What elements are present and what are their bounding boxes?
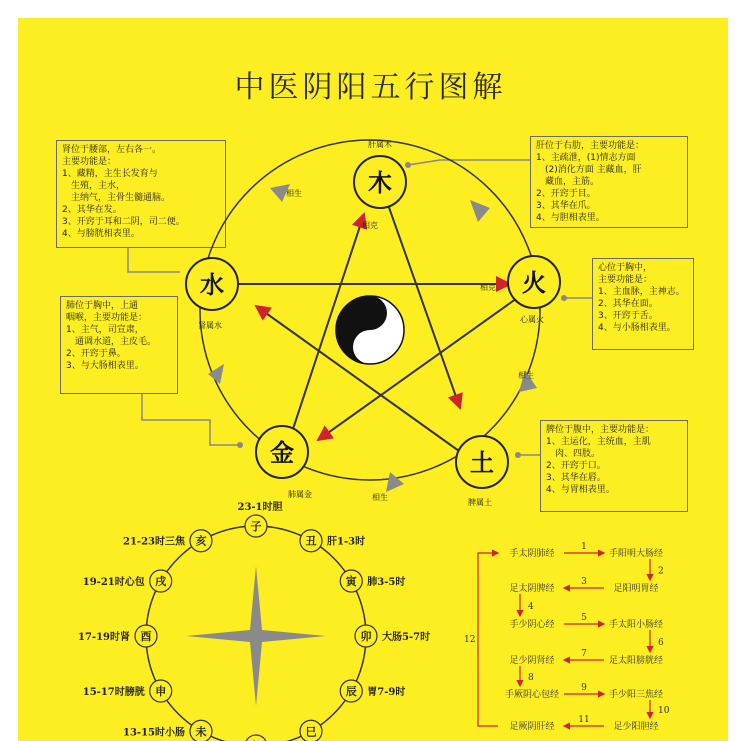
branch-char: 子	[250, 520, 262, 533]
meridian-left: 手少阴心经	[509, 620, 555, 630]
element-water	[186, 258, 238, 330]
spleen-info-line: 肉、四肢。	[546, 449, 601, 459]
lung-info-line: 咽喉，主要功能是：	[66, 313, 148, 323]
flow-number: 6	[658, 638, 664, 648]
meridian-right: 手少阳三焦经	[608, 690, 664, 700]
branch-char: 亥	[195, 534, 207, 548]
heart-info-line: 3、开窍于舌。	[598, 311, 658, 321]
flow-number: 9	[581, 683, 587, 693]
lung-info-line: 2、开窍于鼻。	[66, 349, 126, 359]
meridian-right: 足少阳胆经	[613, 722, 659, 732]
heart-connector-dot	[561, 295, 567, 301]
lung-info-line: 1、主气，司宣肃，	[66, 325, 144, 335]
meridian-right: 手太阳小肠经	[608, 620, 664, 630]
spleen-info-line: 3、其华在唇。	[546, 473, 606, 483]
metal-label: 肺属金	[288, 490, 312, 499]
liver-info-line: 藏血，主筋。	[536, 177, 600, 187]
meridian-right: 手阳明大肠经	[608, 549, 664, 559]
flow-number: 10	[658, 706, 670, 716]
liver-info-line: (2)消化方面 主藏血，肝	[536, 165, 642, 175]
liver-connector-dot	[405, 162, 411, 168]
star-line-wood-earth	[380, 182, 460, 408]
spleen-info-line: 2、开窍于口。	[546, 461, 606, 471]
meridian-flow-chart	[464, 542, 670, 732]
wood-label: 肝属木	[368, 140, 392, 149]
hour-label: 23-1时胆	[237, 502, 283, 513]
spleen-info-line: 4、与胃相表里。	[546, 485, 615, 495]
meridian-right: 足太阳膀胱经	[608, 656, 664, 666]
heart-info-line: 1、主血脉，主神志。	[598, 287, 685, 297]
flow-number: 3	[581, 577, 587, 587]
hour-label: 肺3-5时	[367, 577, 406, 588]
element-metal	[256, 426, 312, 499]
meridian-left: 足少阴肾经	[509, 656, 555, 666]
flow-number: 5	[581, 613, 587, 623]
page-title: 中医阴阳五行图解	[234, 70, 507, 105]
lung-info-line: 3、与大肠相表里。	[66, 361, 144, 371]
metal-char: 金	[270, 438, 294, 467]
branch-char: 戌	[155, 575, 167, 588]
heart-info-line: 心位于胸中，	[598, 263, 653, 273]
liver-info-line: 1、主疏泄，(1)情志方面	[536, 153, 636, 163]
liver-connector	[408, 160, 530, 165]
kidney-info-line: 4、与膀胱相表里。	[62, 229, 140, 239]
hour-label: 17-19时肾	[78, 632, 130, 643]
branch-char: 酉	[140, 630, 152, 643]
meridian-right: 足阳明胃经	[613, 584, 659, 594]
liver-info-line: 3、其华在爪。	[536, 201, 596, 211]
hour-label: 肝1-3时	[327, 536, 366, 548]
meridian-clock	[78, 500, 430, 741]
gen-arrow-wood-fire	[470, 200, 490, 222]
kidney-info-line: 2、其华在发。	[62, 205, 122, 215]
branch-char: 寅	[345, 575, 357, 588]
heart-info-line: 主要功能是：	[598, 275, 653, 285]
flow-number: 11	[578, 715, 590, 725]
kidney-info-line: 主纳气，主骨生髓通脑。	[62, 193, 171, 203]
lung-connector	[142, 394, 240, 445]
hour-label: 19-21时心包	[82, 577, 145, 588]
element-wood	[354, 139, 406, 208]
gen-label-2: 相生	[518, 371, 534, 380]
kidney-info-line: 1、藏精，主生长发育与	[62, 169, 158, 179]
spleen-info-line: 脾位于腹中，主要功能是：	[546, 425, 655, 435]
element-fire	[508, 256, 560, 324]
earth-label: 脾属土	[468, 498, 492, 507]
heart-info-line: 4、与小肠相表里。	[598, 323, 676, 333]
heart-info-line: 2、其华在面。	[598, 299, 658, 309]
kidney-info-line: 生殖，主水，	[62, 181, 126, 191]
gen-label-3: 相生	[372, 493, 388, 502]
restrain-label-2: 相克	[362, 221, 378, 230]
lung-info-line: 通调水道，主皮毛。	[66, 337, 157, 347]
liver-info-line: 2、开窍于目。	[536, 189, 596, 199]
gen-arrow-earth-metal	[386, 472, 404, 492]
fire-label: 心属火	[520, 315, 544, 324]
spleen-info-line: 1、主运化，主统血，主肌	[546, 437, 651, 447]
earth-char: 土	[470, 448, 494, 477]
flow-number: 7	[581, 649, 587, 659]
lung-connector-dot	[237, 442, 243, 448]
meridian-left: 手厥阴心包经	[504, 690, 560, 700]
hour-label: 大肠5-7时	[382, 632, 431, 643]
branch-char: 未	[195, 725, 207, 739]
water-label: 肾属水	[198, 321, 222, 330]
meridian-left: 手太阴肺经	[509, 549, 555, 559]
kidney-info-line: 肾位于腰部，左右各一。	[62, 145, 162, 155]
clock-compass-star	[186, 566, 326, 706]
flow-number: 4	[528, 602, 534, 612]
liver-info-line: 肝位于右肋，主要功能是：	[536, 141, 645, 151]
fire-char: 火	[522, 268, 546, 297]
lung-info-line: 肺位于胸中，上通	[66, 301, 139, 311]
kidney-info-line: 主要功能是：	[62, 157, 117, 167]
branch-char: 丑	[305, 534, 317, 548]
spleen-connector-dot	[515, 452, 521, 458]
branch-char: 辰	[345, 685, 357, 698]
restrain-label-1: 相克	[480, 283, 496, 292]
liver-info-line: 4、与胆相表里。	[536, 213, 605, 223]
meridian-left: 足太阴脾经	[509, 584, 555, 594]
branch-char: 申	[155, 685, 167, 698]
wood-char: 木	[368, 168, 392, 197]
hour-label: 15-17时膀胱	[82, 687, 145, 698]
hour-label: 13-15时小肠	[123, 727, 185, 739]
element-earth	[456, 436, 508, 507]
branch-char: 巳	[305, 725, 317, 739]
branch-char: 卯	[360, 630, 372, 643]
flow-number: 1	[581, 542, 587, 552]
gen-label-1: 相生	[286, 189, 302, 198]
kidney-connector	[128, 248, 180, 272]
water-char: 水	[200, 270, 224, 299]
hour-label: 胃7-9时	[367, 687, 406, 698]
meridian-loop-arrow	[478, 553, 498, 726]
meridian-left: 足厥阴肝经	[509, 722, 555, 732]
kidney-info-line: 3、开窍于耳和二阴，司二便。	[62, 217, 185, 227]
flow-number: 2	[658, 566, 664, 577]
flow-number: 12	[464, 635, 476, 645]
hour-label: 21-23时三焦	[123, 536, 185, 548]
yin-yang-symbol	[336, 296, 404, 364]
flow-number: 8	[528, 673, 534, 683]
